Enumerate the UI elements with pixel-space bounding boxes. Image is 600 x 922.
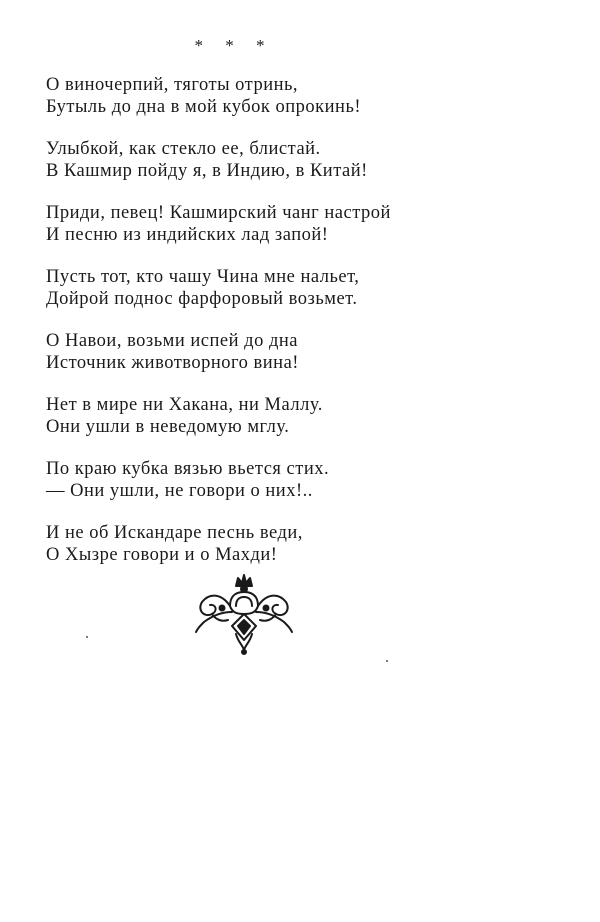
poem [46, 74, 566, 586]
poem-line: О Хызре говори и о Махди! [46, 545, 278, 565]
stanza-3 [46, 202, 566, 246]
poem-line: Улыбкой, как стекло ее, блистай. [46, 139, 321, 159]
poem-line: По краю кубка вязью вьется стих. [46, 459, 330, 479]
poem-line: Они ушли в неведомую мглу. [46, 417, 290, 437]
stanza-1 [46, 74, 566, 118]
decorative-vignette-icon [192, 572, 296, 656]
section-asterisks: * * * [194, 36, 274, 55]
poem-line: Пусть тот, кто чашу Чина мне нальет, [46, 267, 360, 287]
poem-line: Источник животворного вина! [46, 353, 299, 373]
paper-speck [386, 660, 388, 662]
stanza-2 [46, 138, 566, 182]
stanza-5 [46, 330, 566, 374]
poem-line: И не об Искандаре песнь веди, [46, 523, 303, 543]
poem-line: Приди, певец! Кашмирский чанг настрой [46, 203, 391, 223]
poem-line: — Они ушли, не говори о них!.. [46, 481, 313, 501]
poem-line: О виночерпий, тяготы отринь, [46, 75, 299, 95]
stanza-8 [46, 522, 566, 566]
poem-line: О Навои, возьми испей до дна [46, 331, 298, 351]
poem-line: В Кашмир пойду я, в Индию, в Китай! [46, 161, 368, 181]
stanza-6 [46, 394, 566, 438]
poem-line: И песню из индийских лад запой! [46, 225, 329, 245]
poem-line: Нет в мире ни Хакана, ни Маллу. [46, 395, 323, 415]
poem-line: Бутыль до дна в мой кубок опрокинь! [46, 97, 362, 117]
paper-speck [86, 636, 88, 638]
stanza-7 [46, 458, 566, 502]
poem-line: Дойрой поднос фарфоровый возьмет. [46, 289, 358, 309]
stanza-4 [46, 266, 566, 310]
